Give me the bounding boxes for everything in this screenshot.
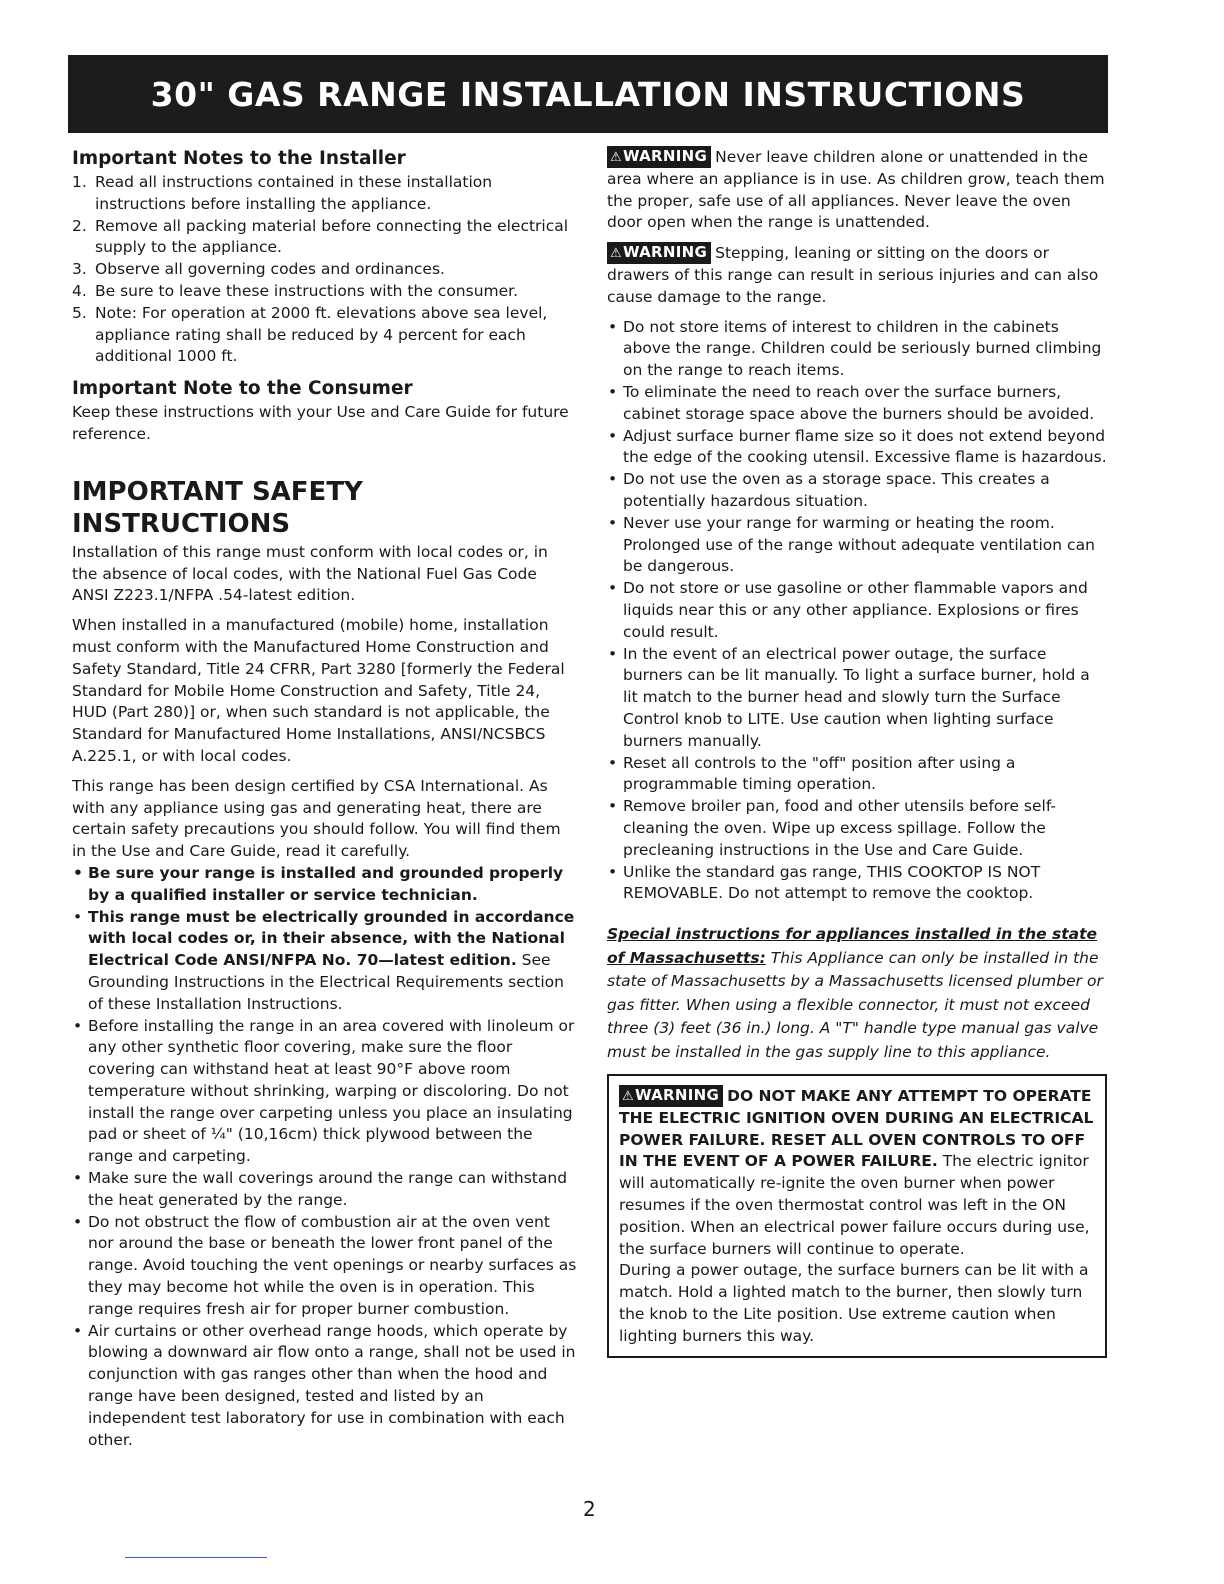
warning-triangle-icon: ⚠ [622, 1089, 634, 1105]
consumer-note-heading: Important Note to the Consumer [72, 378, 413, 400]
list-item: 2. Remove all packing material before connecting the electrical supply to the appliance. [72, 216, 569, 257]
list-item: • In the event of an electrical power outage, the surface burners can be lit manually. To light a surface burner, hold a lit match to the burner head and slowly turn the Surface Control knob to LITE. Use caution when lighting surface burners manually. [607, 644, 1107, 753]
list-item: • Reset all controls to the "off" position after using a programmable timing operation. [607, 753, 1107, 797]
list-item: • Air curtains or other overhead range hoods, which operate by blowing a downward air flow onto a range, shall not be used in conjunction with gas ranges other than when the hood and range have been designed, tested and listed by an independent test laboratory for use in combination with each other. [72, 1321, 577, 1452]
massachusetts-heading: Special instructions for appliances installed in the state of Massachusetts: [607, 925, 1098, 967]
list-item: 5. Note: For operation at 2000 ft. elevations above sea level, appliance rating shall be reduced by 4 percent for each additional 1000 ft. [72, 303, 548, 366]
warning-badge: ⚠WARNING [607, 146, 711, 168]
list-item: • Never use your range for warming or heating the room. Prolonged use of the range without adequate ventilation can be dangerous. [607, 513, 1107, 578]
list-item: • Before installing the range in an area covered with linoleum or any other synthetic floor covering, make sure the floor covering can withstand heat at least 90°F above room temperature without shrinking, warping or discoloring. Do not install the range over carpeting unless you place an insulating pad or sheet of ¼" (10,16cm) thick plywood between the range and carpeting. [72, 1016, 577, 1169]
warning-badge: ⚠WARNING [607, 242, 711, 264]
warning-badge: ⚠WARNING [619, 1085, 723, 1107]
warning-triangle-icon: ⚠ [610, 150, 622, 165]
list-item: • Remove broiler pan, food and other utensils before self-cleaning the oven. Wipe up excess spillage. Follow the precleaning instructions in the Use and Care Guide. [607, 796, 1107, 861]
right-bullet-list [607, 317, 1107, 906]
warning-children: ⚠WARNING Never leave children alone or unattended in the area where an appliance is in use. As children grow, teach them the proper, safe use of all appliances. Never leave the oven door open when the range is unattended. [607, 147, 1105, 232]
installer-notes-list [72, 172, 577, 368]
massachusetts-instructions [607, 923, 1107, 1064]
list-item: • This range must be electrically grounded in accordance with local codes or, in their absence, with the National Electrical Code ANSI/NFPA No. 70—latest edition. See Grounding Instructions in the Electrical Requirements section of these Installation Instructions. [72, 907, 577, 1016]
massachusetts-text: This Appliance can only be installed in the state of Massachusetts by a Massachusetts licensed plumber or gas fitter. When using a flexible connector, it must not exceed three (3) feet (36 in.) long. A "T" handle type manual gas valve must be installed in the gas supply line to this appliance. [607, 948, 1103, 1061]
list-item: • Do not store or use gasoline or other flammable vapors and liquids near this or any other appliance. Explosions or fires could result. [607, 578, 1107, 643]
footer-rule [125, 1557, 267, 1558]
warning-stepping: ⚠WARNING Stepping, leaning or sitting on the doors or drawers of this range can result in serious injuries and can also cause damage to the range. [607, 243, 1099, 306]
safety-title: IMPORTANT SAFETY INSTRUCTIONS [72, 476, 363, 539]
warning-box-text: The electric ignitor will automatically re-ignite the oven burner when power resumes if the oven thermostat control was left in the ON position. When an electrical power failure occurs during use, the surface burners will continue to operate. [619, 1152, 1090, 1258]
installer-notes-heading: Important Notes to the Installer [72, 148, 406, 169]
safety-paragraph: This range has been design certified by CSA International. As with any appliance using gas and generating heat, there are certain safety precautions you should follow. You will find them in the Use and Care Guide, read it carefully. [72, 776, 561, 861]
list-item: • Do not obstruct the flow of combustion air at the oven vent nor around the base or beneath the lower front panel of the range. Avoid touching the vent openings or nearby surfaces as they may become hot while the oven is in operation. This range requires fresh air for proper burner combustion. [72, 1212, 577, 1321]
list-item: • Make sure the wall coverings around the range can withstand the heat generated by the range. [72, 1168, 577, 1212]
list-item: 3. Observe all governing codes and ordinances. [72, 260, 445, 279]
list-item: • Do not use the oven as a storage space. This creates a potentially hazardous situation. [607, 469, 1107, 513]
power-failure-warning-box [607, 1074, 1107, 1358]
list-item: • Adjust surface burner flame size so it does not extend beyond the edge of the cooking utensil. Excessive flame is hazardous. [607, 426, 1107, 470]
safety-bullet-list [72, 863, 577, 1452]
list-item: 1. Read all instructions contained in these installation instructions before installing the appliance. [72, 173, 493, 213]
safety-paragraph: When installed in a manufactured (mobile) home, installation must conform with the Manufactured Home Construction and Safety Standard, Title 24 CFRR, Part 3280 [formerly the Federal Standard for Mobile Home Construction and Safety, Title 24, HUD (Part 280)] or, when such standard is not applicable, the Standard for Manufactured Home Installations, ANSI/NCSBCS A.225.1, or with local codes. [72, 616, 565, 765]
list-item: • Be sure your range is installed and grounded properly by a qualified installer or service technician. [72, 863, 577, 907]
warning-triangle-icon: ⚠ [610, 246, 622, 262]
right-column [607, 146, 1107, 1358]
warning-caps-text: DO NOT MAKE ANY ATTEMPT TO OPERATE THE ELECTRIC IGNITION OVEN DURING AN ELECTRICAL POWER FAILURE. RESET ALL OVEN CONTROLS TO OFF IN THE EVENT OF A POWER FAILURE. [619, 1087, 1094, 1171]
title-banner [68, 55, 1108, 133]
safety-paragraph: Installation of this range must conform with local codes or, in the absence of local codes, with the National Fuel Gas Code ANSI Z223.1/NFPA .54-latest edition. [72, 542, 548, 605]
warning-box-text: During a power outage, the surface burners can be lit with a match. Hold a lighted match to the burner, then slowly turn the knob to the Lite position. Use extreme caution when lighting burners this way. [619, 1261, 1089, 1345]
list-item: • Unlike the standard gas range, THIS COOKTOP IS NOT REMOVABLE. Do not attempt to remove the cooktop. [607, 862, 1107, 906]
page-number: 2 [583, 1497, 596, 1521]
consumer-note-text: Keep these instructions with your Use and Care Guide for future reference. [72, 403, 569, 443]
left-column [72, 146, 577, 1451]
page-title: 30" GAS RANGE INSTALLATION INSTRUCTIONS [150, 74, 1026, 114]
list-item: • To eliminate the need to reach over the surface burners, cabinet storage space above the burners should be avoided. [607, 382, 1107, 426]
list-item: • Do not store items of interest to children in the cabinets above the range. Children could be seriously burned climbing on the range to reach items. [607, 317, 1107, 382]
list-item: 4. Be sure to leave these instructions with the consumer. [72, 281, 519, 300]
